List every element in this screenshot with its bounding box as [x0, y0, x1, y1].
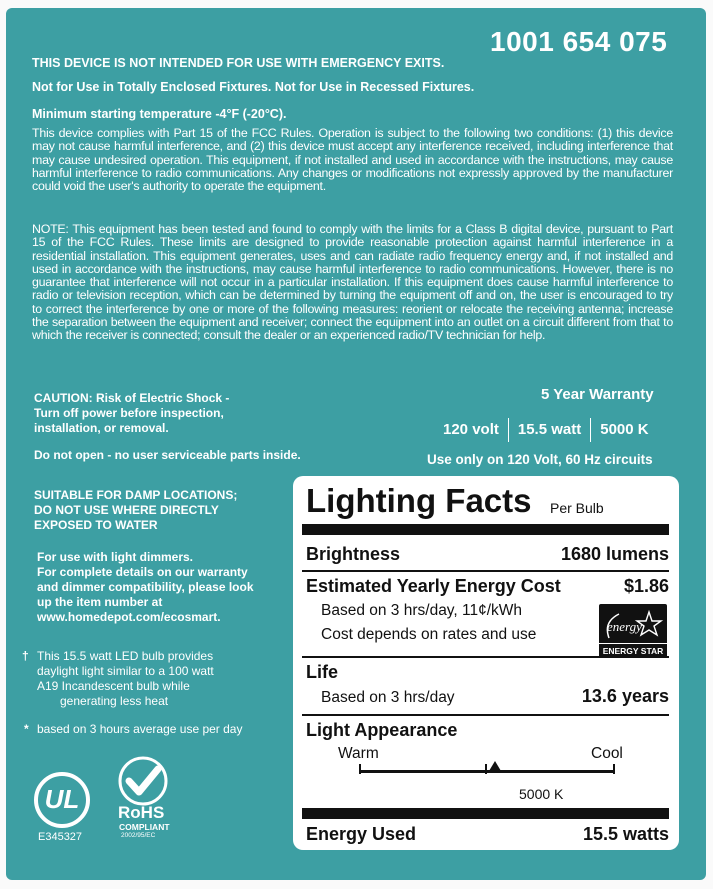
checkmark-icon [116, 756, 170, 806]
energy-cost-label: Estimated Yearly Energy Cost [306, 576, 561, 596]
footnote-line: A19 Incandescent bulb while [37, 679, 190, 693]
footnote-line: This 15.5 watt LED bulb provides [37, 649, 214, 663]
damp-line: EXPOSED TO WATER [34, 518, 158, 532]
damp-line: SUITABLE FOR DAMP LOCATIONS; [34, 488, 238, 502]
appearance-value: 5000 K [519, 786, 564, 802]
lighting-facts-title: Lighting Facts [306, 482, 532, 519]
warm-label: Warm [338, 745, 379, 762]
rohs-logo [116, 756, 170, 810]
lighting-facts-box [293, 476, 679, 850]
life-basis: Based on 3 hrs/day [321, 689, 455, 706]
emergency-warning: THIS DEVICE IS NOT INTENDED FOR USE WITH EMERGENCY EXITS. [32, 56, 445, 70]
voltage: 120 volt [443, 420, 499, 438]
item-number: 1001 654 075 [490, 26, 668, 57]
star-footnote: based on 3 hours average use per day [37, 722, 243, 736]
caution-block [34, 391, 229, 436]
spec-bar [443, 418, 649, 442]
footnote-line: generating less heat [60, 694, 169, 708]
damp-line: DO NOT USE WHERE DIRECTLY [34, 503, 219, 517]
dimmer-line: up the item number at [37, 595, 163, 609]
dimmer-line: and dimmer compatibility, please look [37, 580, 254, 594]
energy-star-label: ENERGY STAR [599, 643, 667, 658]
rohs-title: RoHS [118, 803, 165, 822]
fixture-warning: Not for Use in Totally Enclosed Fixtures. Not for Use in Recessed Fixtures. [32, 80, 475, 94]
thin-rule [302, 570, 669, 572]
cool-label: Cool [591, 745, 623, 762]
thick-rule [302, 524, 669, 535]
package-panel [6, 8, 706, 880]
ul-mark: UL [44, 784, 80, 814]
per-bulb: Per Bulb [550, 500, 604, 516]
scale-tick [613, 764, 615, 774]
color-temp: 5000 K [600, 420, 649, 438]
caution-line: CAUTION: Risk of Electric Shock - [34, 391, 230, 405]
ul-number: E345327 [38, 831, 83, 843]
wattage: 15.5 watt [517, 420, 582, 438]
damp-location [34, 488, 237, 533]
caution-line: Turn off power before inspection, [34, 406, 224, 420]
light-appearance-label: Light Appearance [306, 720, 458, 740]
scale-line [359, 770, 615, 773]
energy-used-value: 15.5 watts [582, 824, 669, 844]
cost-basis: Based on 3 hrs/day, 11¢/kWh [321, 602, 523, 619]
rohs-compliant: COMPLIANT [119, 822, 170, 832]
scale-tick [359, 764, 361, 774]
dimmer-line: For use with light dimmers. [37, 550, 194, 564]
dagger-footnote [37, 649, 214, 709]
energy-cost-value: $1.86 [623, 576, 669, 596]
energy-used-label: Energy Used [306, 824, 417, 844]
fcc-notice: This device complies with Part 15 of the FCC Rules. Operation is subject to the following two conditions: (1) this device may not cause harmful interference, and (2) this device must accept any interference received, including interference that may cause undesired operation. This equipment, if not installed and used in accordance with the instructions, may cause harmful interference to radio communications. Any changes or modifications not expressly approved by the manufacturer could void the user's authority to operate the equipment. [32, 126, 673, 194]
life-label: Life [306, 662, 339, 682]
appearance-scale [359, 764, 615, 778]
circuit-notice: Use only on 120 Volt, 60 Hz circuits [427, 452, 653, 467]
star-mark: * [24, 722, 29, 736]
footnote-line: daylight light similar to a 100 watt [37, 664, 214, 678]
rohs-directive: 2002/95/EC [121, 832, 156, 839]
energy-star-logo [599, 604, 667, 658]
scale-tick [485, 764, 487, 774]
dimmer-line: www.homedepot.com/ecosmart. [37, 610, 221, 624]
thin-rule [302, 656, 669, 658]
dimmer-info [37, 550, 254, 625]
life-value: 13.6 years [581, 686, 669, 706]
temperature-warning: Minimum starting temperature -4°F (-20°C). [32, 107, 287, 121]
brightness-label: Brightness [306, 544, 401, 564]
dimmer-line: For complete details on our warranty [37, 565, 248, 579]
divider [508, 418, 509, 442]
caution-line: installation, or removal. [34, 421, 169, 435]
do-not-open: Do not open - no user serviceable parts inside. [34, 448, 301, 462]
warranty: 5 Year Warranty [541, 386, 654, 403]
cost-note: Cost depends on rates and use [321, 626, 537, 643]
scale-marker [489, 761, 501, 771]
energy-star-script: energy [607, 619, 642, 634]
brightness-value: 1680 lumens [560, 544, 669, 564]
energy-star-icon [599, 604, 667, 644]
dagger-mark: † [22, 649, 29, 663]
fcc-note: NOTE: This equipment has been tested and found to comply with the limits for a Class B digital device, pursuant to Part 15 of the FCC Rules. These limits are designed to provide reasonable protection against harmful interference in a residential installation. This equipment generates, uses and can radiate radio frequency energy and, if not installed and used in accordance with the instructions, may cause harmful interference to radio communications. However, there is no guarantee that interference will not occur in a particular installation. If this equipment does cause harmful interference to radio or television reception, which can be determined by turning the equipment off and on, the user is encouraged to try to correct the interference by one or more of the following measures: reorient or relocate the receiving antenna; increase the separation between the equipment and receiver; connect the equipment into an outlet on a circuit different from that to which the receiver is connected; consult the dealer or an experienced radio/TV technician for help. [32, 222, 673, 343]
thin-rule [302, 714, 669, 716]
ul-logo [34, 772, 90, 828]
divider [590, 418, 591, 442]
thick-rule [302, 808, 669, 819]
